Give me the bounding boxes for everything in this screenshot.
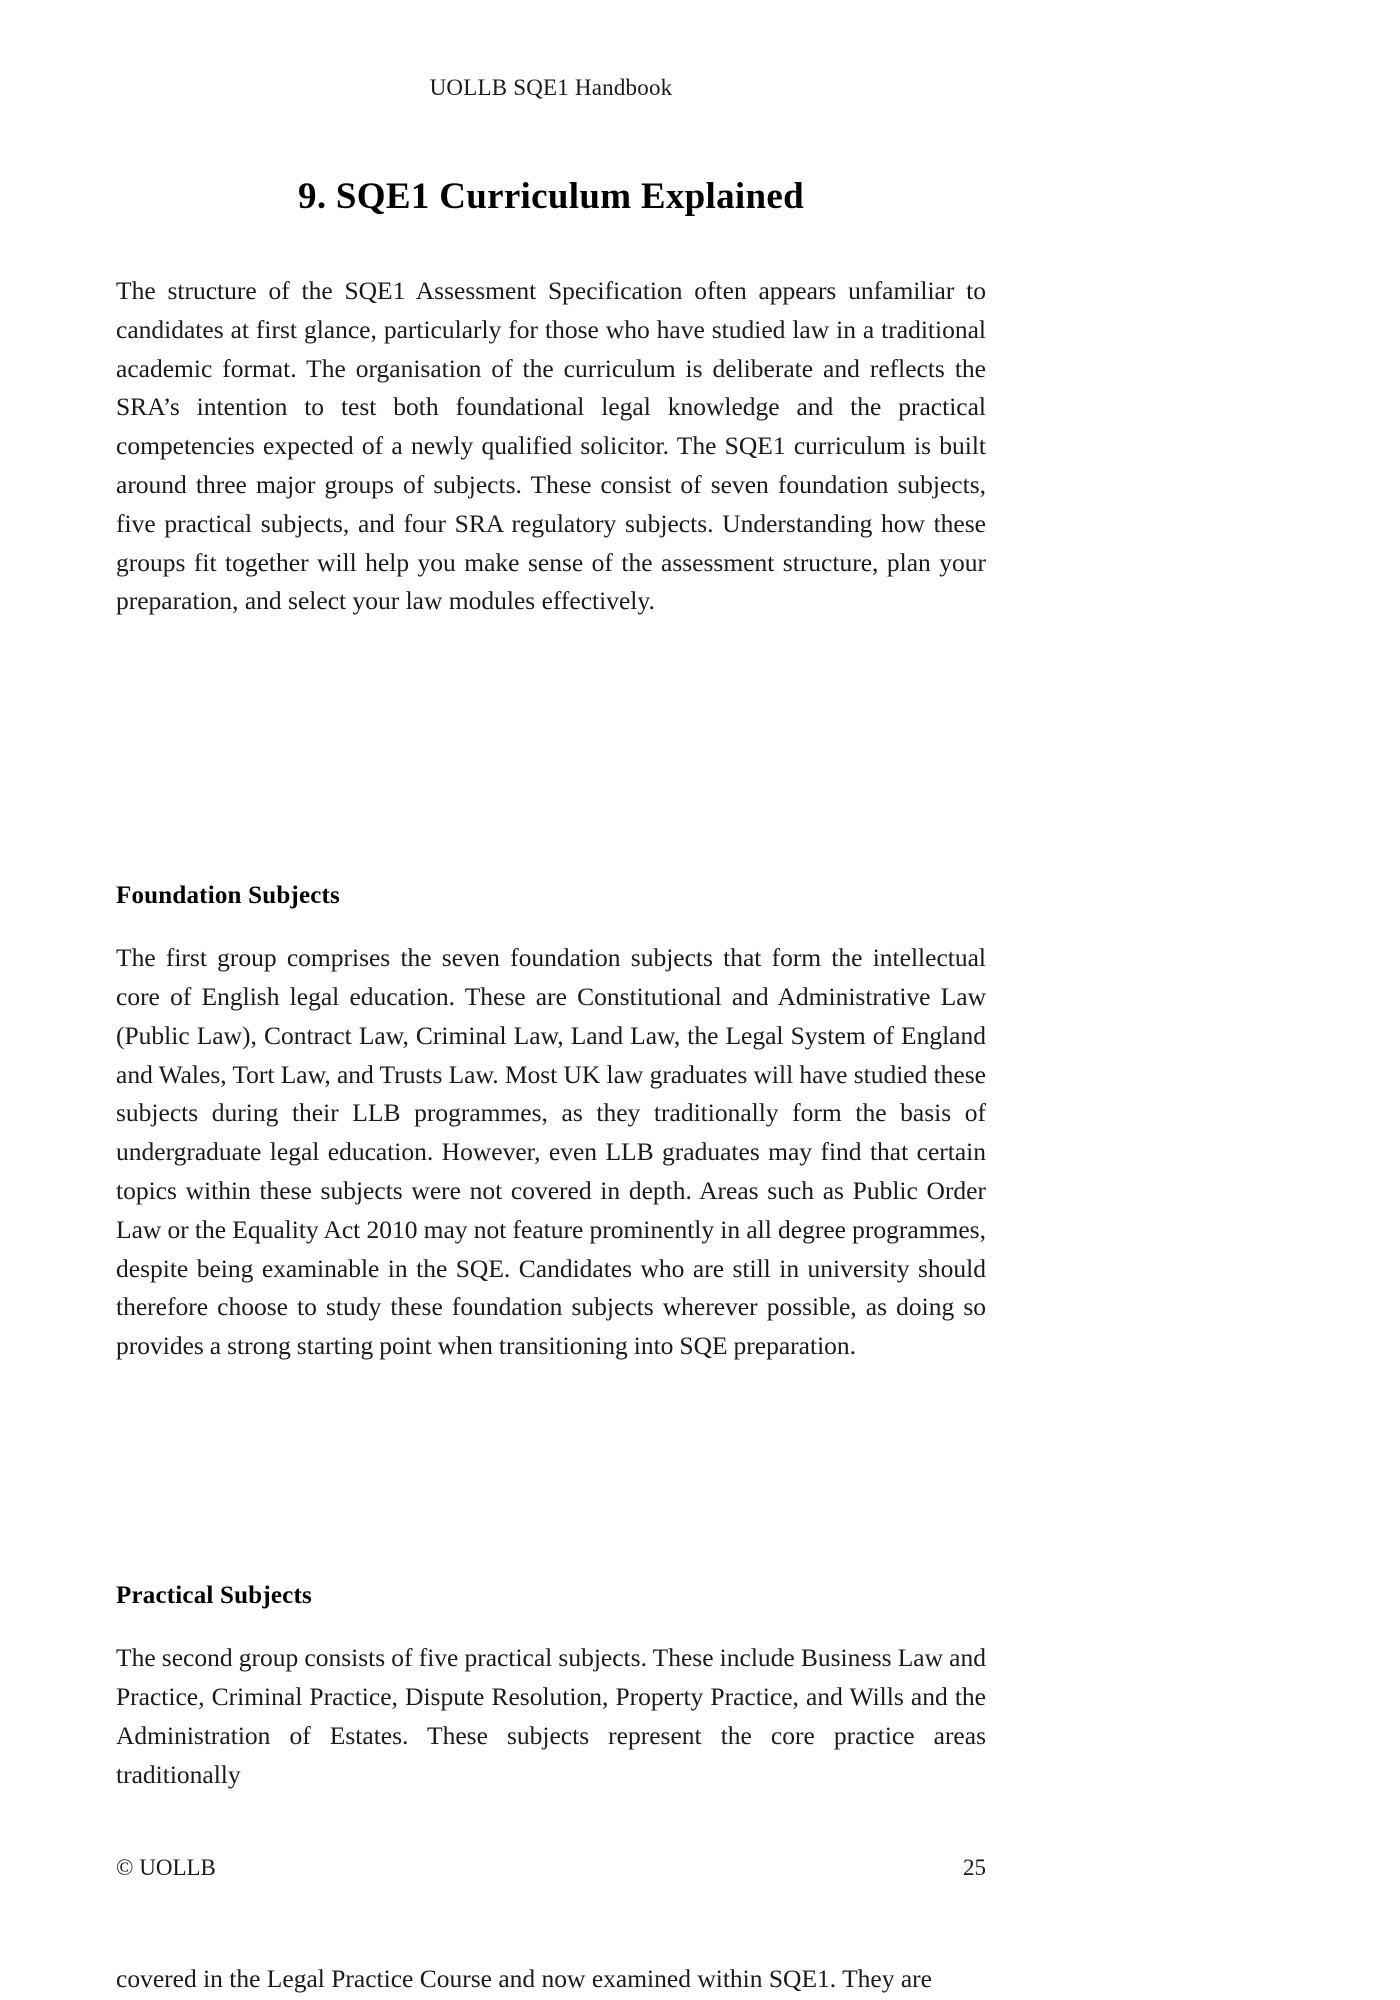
section-heading-foundation-subjects: Foundation Subjects [116,882,340,909]
section-paragraph-practical-subjects: The second group consists of five practical subjects. These include Business Law and Practice, Criminal Practice, Dispute Resolution, Property Practice, and Wills and the Administration of Estates. These subjects represent the core practice areas traditionally [116,1643,986,1789]
page-footer [116,1855,986,1881]
section-practical-subjects [116,1580,986,1794]
intro-paragraph-block [116,272,986,621]
section-foundation-subjects [116,880,986,1366]
intro-paragraph: The structure of the SQE1 Assessment Specification often appears unfamiliar to candidates at first glance, particularly for those who have studied law in a traditional academic format. The organisation of the curriculum is deliberate and reflects the SRA’s intention to test both foundational legal knowledge and the practical competencies expected of a newly qualified solicitor. The SQE1 curriculum is built around three major groups of subjects. These consist of seven foundation subjects, five practical subjects, and four SRA regulatory subjects. Understanding how these groups fit together will help you make sense of the assessment structure, plan your preparation, and select your law modules effectively. [116,276,986,616]
footer-copyright: © UOLLB [116,1855,216,1880]
section-paragraph-foundation-subjects: The first group comprises the seven foundation subjects that form the intellectual core of English legal education. These are Constitutional and Administrative Law (Public Law), Contract Law, Criminal Law, Land Law, the Legal System of England and Wales, Tort Law, and Trusts Law. Most UK law graduates will have studied these subjects during their LLB programmes, as they traditionally form the basis of undergraduate legal education. However, even LLB graduates may find that certain topics within these subjects were not covered in depth. Areas such as Public Order Law or the Equality Act 2010 may not feature prominently in all degree programmes, despite being examinable in the SQE. Candidates who are still in university should therefore choose to study these foundation subjects wherever possible, as doing so provides a strong starting point when transitioning into SQE preparation. [116,943,986,1361]
next-page-bleed-line: covered in the Legal Practice Course and now examined within SQE1. They are [116,1964,932,1993]
running-head: UOLLB SQE1 Handbook [429,75,673,100]
footer-page-number: 25 [963,1855,986,1880]
page-title: 9. SQE1 Curriculum Explained [298,175,804,217]
section-heading-practical-subjects: Practical Subjects [116,1582,312,1609]
